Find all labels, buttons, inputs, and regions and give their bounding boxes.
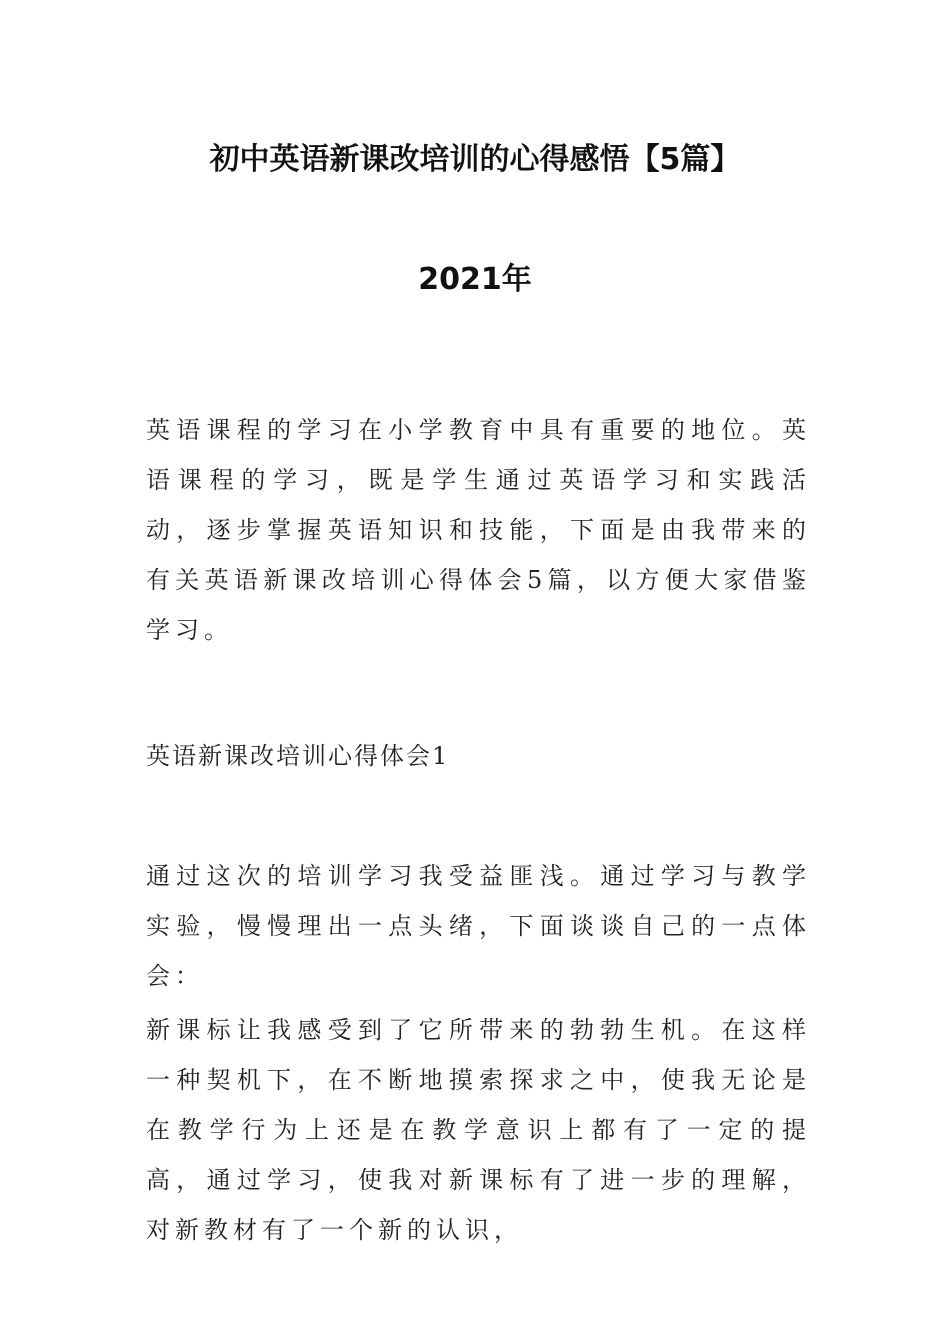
- intro-paragraph: 英语课程的学习在小学教育中具有重要的地位。英语课程的学习，既是学生通过英语学习和实践活动，逐步掌握英语知识和技能，下面是由我带来的有关英语新课改培训心得体会5篇，以方便大家借鉴学习。: [146, 416, 811, 644]
- section-heading: 英语新课改培训心得体会1: [146, 742, 450, 770]
- document-year: 2021年: [418, 262, 532, 297]
- body-paragraph-2: 新课标让我感受到了它所带来的勃勃生机。在这样一种契机下，在不断地摸索探求之中，使我无论是在教学行为上还是在教学意识上都有了一定的提高，通过学习，使我对新课标有了进一步的理解，对新教材有了一个新的认识，: [146, 1016, 811, 1244]
- document-title: 初中英语新课改培训的心得感悟【5篇】: [209, 142, 741, 177]
- body-paragraph-1: 通过这次的培训学习我受益匪浅。通过学习与教学实验，慢慢理出一点头绪，下面谈谈自己的一点体会：: [146, 862, 811, 990]
